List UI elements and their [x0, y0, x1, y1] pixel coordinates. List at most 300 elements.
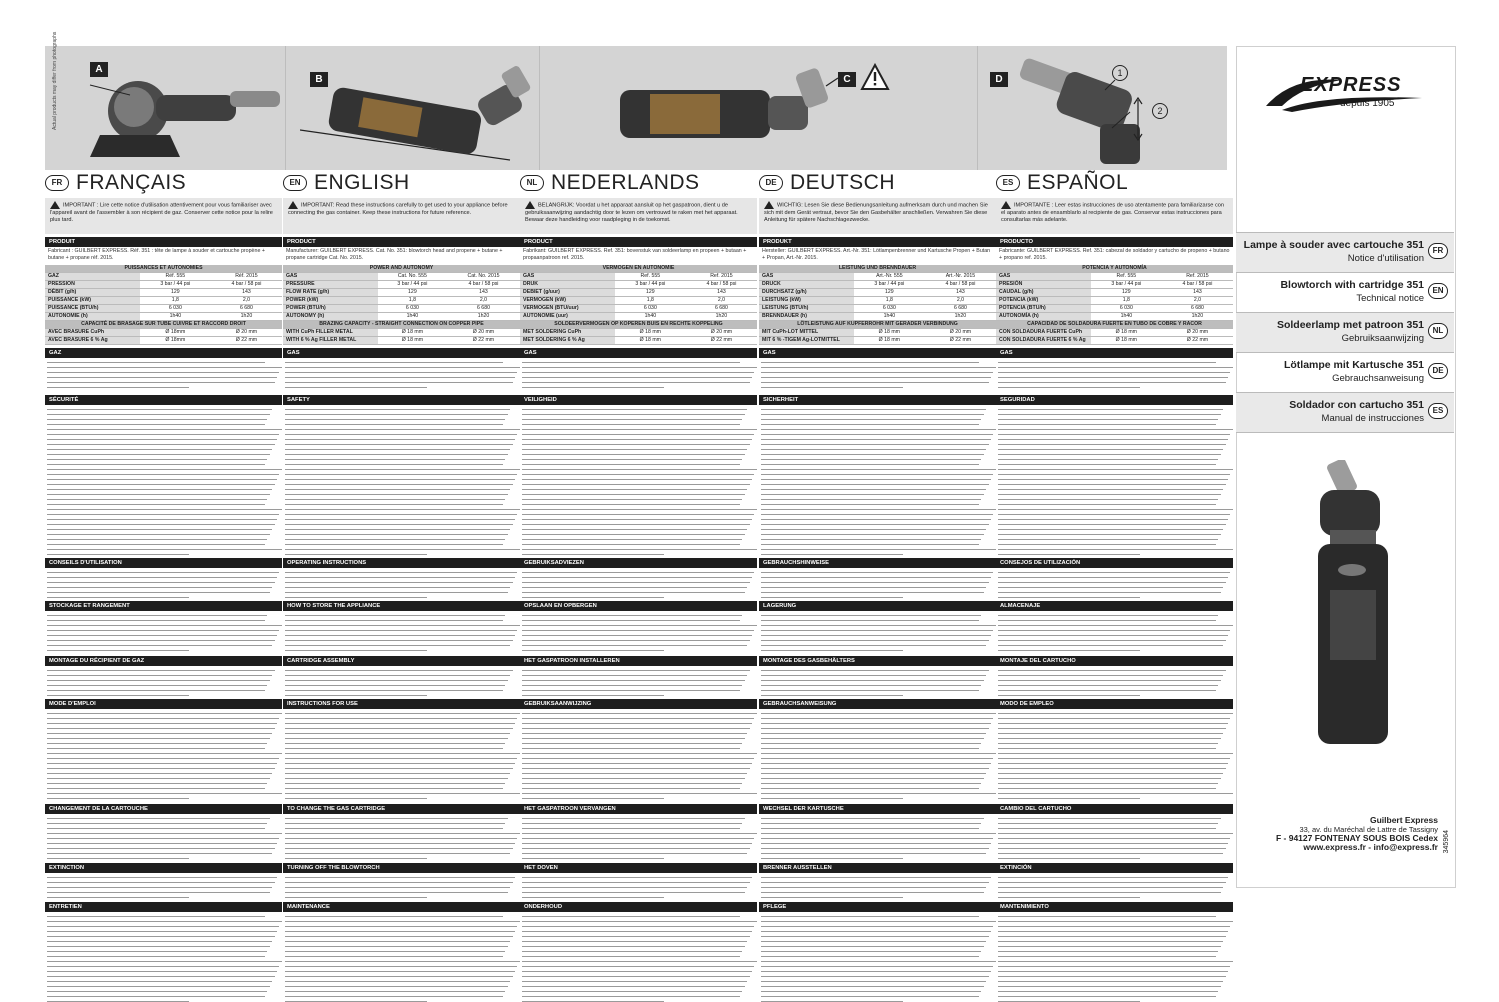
text-line: [522, 941, 747, 942]
text-line: [998, 758, 1230, 759]
text-line: [285, 690, 503, 691]
table-row: [996, 273, 1233, 281]
table-cell: POTENCIA (kW): [996, 297, 1091, 305]
text-line: [285, 479, 515, 480]
table-row: [520, 273, 757, 281]
text-line: [998, 858, 1140, 859]
table-cell: AVEC BRASURE 6 % Ag: [45, 337, 140, 345]
text-line: [285, 514, 517, 515]
table-cell: WITH 6 % Ag FILLER METAL: [283, 337, 378, 345]
text-line: [998, 625, 1233, 626]
text-line: [285, 738, 508, 739]
language-heading: [45, 168, 282, 198]
text-line: [998, 554, 1140, 555]
text-line: [522, 675, 747, 676]
text-line: [761, 976, 989, 977]
table-cell: Ø 20 mm: [211, 329, 282, 337]
table-header: VERMOGEN EN AUTONOMIE: [520, 265, 757, 273]
text-line: [285, 464, 503, 465]
section-heading: SÉCURITÉ: [45, 395, 282, 405]
text-line: [522, 439, 752, 440]
text-line: [47, 489, 272, 490]
text-line: [285, 941, 510, 942]
text-line: [285, 367, 520, 368]
text-line: [522, 592, 745, 593]
text-line: [761, 685, 981, 686]
language-name: ENGLISH: [314, 171, 410, 194]
text-line: [998, 424, 1216, 425]
text-line: [761, 961, 996, 962]
text-line: [998, 798, 1140, 799]
text-line: [47, 509, 282, 510]
text-line: [761, 424, 979, 425]
table-row: [283, 337, 520, 345]
section-body: [759, 568, 996, 598]
section-heading: GEBRUIKSADVIEZEN: [520, 558, 757, 568]
text-line: [761, 951, 981, 952]
section-heading: OPERATING INSTRUCTIONS: [283, 558, 520, 568]
text-line: [285, 544, 503, 545]
cover-title-de: [1236, 352, 1454, 392]
text-line: [761, 650, 903, 651]
text-line: [998, 519, 1228, 520]
text-line: [761, 372, 993, 373]
table-cell: 1,8: [854, 297, 925, 305]
table-cell: 1h40: [1091, 313, 1162, 321]
table-cell: 2,0: [211, 297, 282, 305]
text-line: [285, 519, 515, 520]
text-line: [522, 549, 757, 550]
table-cell: GAS: [283, 273, 378, 281]
text-line: [761, 434, 993, 435]
text-line: [47, 956, 265, 957]
table-cell: VERMOGEN (BTU/uur): [520, 305, 615, 313]
text-line: [761, 916, 979, 917]
text-line: [761, 892, 984, 893]
text-line: [285, 577, 515, 578]
section-heading: STOCKAGE ET RANGEMENT: [45, 601, 282, 611]
text-line: [998, 853, 1223, 854]
table-cell: Cat. No. 555: [378, 273, 447, 281]
table-cell: 129: [854, 289, 925, 297]
text-line: [522, 582, 750, 583]
text-line: [285, 434, 517, 435]
table-cell: 1h20: [925, 313, 996, 321]
text-line: [285, 597, 427, 598]
section-heading: GAS: [759, 348, 996, 358]
text-line: [522, 529, 747, 530]
text-line: [47, 372, 279, 373]
table-caption: LÖTLEISTUNG AUF KUPFERROHR MIT GERADER VERBINDUNG: [759, 321, 996, 329]
text-line: [285, 882, 513, 883]
section-heading: PRODUCT: [520, 237, 757, 247]
text-line: [47, 877, 277, 878]
cover-title: Blowtorch with cartridge 351: [1280, 279, 1424, 291]
table-cell: 4 bar / 58 psi: [1162, 281, 1233, 289]
text-line: [761, 996, 979, 997]
text-line: [522, 991, 742, 992]
power-table: [520, 265, 757, 345]
section-heading: GAS: [996, 348, 1233, 358]
text-line: [522, 572, 754, 573]
table-cell: 1h40: [615, 313, 686, 321]
warning-icon: [50, 201, 60, 209]
text-line: [522, 382, 750, 383]
table-cell: PRESSION: [45, 281, 140, 289]
language-column-es: [996, 168, 1233, 1002]
section-body: [45, 709, 282, 801]
text-line: [998, 577, 1228, 578]
section-body: [520, 814, 757, 860]
table-cell: Ref. 555: [615, 273, 686, 281]
text-line: [47, 387, 189, 388]
text-line: [761, 773, 986, 774]
text-line: [522, 625, 757, 626]
text-line: [522, 773, 747, 774]
text-line: [47, 931, 277, 932]
text-line: [285, 509, 520, 510]
text-line: [522, 986, 745, 987]
text-line: [998, 991, 1218, 992]
text-line: [998, 748, 1216, 749]
text-line: [522, 996, 740, 997]
table-cell: 143: [447, 289, 520, 297]
table-cell: 2,0: [686, 297, 757, 305]
text-line: [47, 582, 275, 583]
section-body: [520, 709, 757, 801]
important-text: IMPORTANTE : Leer estas instrucciones de uso atentamente para familiarizarse con el aparato antes de ensamblarlo al recipiente de gas. Conservar estas instrucciones para consultarlas más adelante.: [1001, 202, 1224, 223]
table-cell: MET SOLDERING 6 % Ag: [520, 337, 615, 345]
text-line: [761, 986, 984, 987]
text-line: [761, 454, 984, 455]
table-cell: 143: [686, 289, 757, 297]
section-heading: WECHSEL DER KARTUSCHE: [759, 804, 996, 814]
section-heading: TURNING OFF THE BLOWTORCH: [283, 863, 520, 873]
text-line: [761, 778, 984, 779]
text-line: [47, 592, 270, 593]
table-cell: MET SOLDERING CuPh: [520, 329, 615, 337]
text-line: [285, 858, 427, 859]
table-cell: Ref. 2015: [686, 273, 757, 281]
text-line: [285, 931, 515, 932]
text-line: [285, 582, 513, 583]
language-column-nl: [520, 168, 757, 1002]
table-cell: CAUDAL (g/h): [996, 289, 1091, 297]
step-c-label: C: [838, 72, 856, 87]
table-cell: 129: [378, 289, 447, 297]
text-line: [47, 897, 189, 898]
table-cell: 4 bar / 58 psi: [925, 281, 996, 289]
language-name: ESPAÑOL: [1027, 171, 1129, 194]
text-line: [47, 843, 277, 844]
text-line: [761, 592, 984, 593]
warning-icon: [1001, 201, 1011, 209]
contact-web: www.express.fr - info@express.fr: [1303, 842, 1438, 852]
table-cell: Ø 20 mm: [925, 329, 996, 337]
text-line: [998, 986, 1221, 987]
section-body: [283, 709, 520, 801]
text-line: [522, 690, 740, 691]
table-row: [996, 305, 1233, 313]
text-line: [998, 582, 1226, 583]
section-heading: PRODUKT: [759, 237, 996, 247]
text-line: [761, 367, 996, 368]
text-line: [998, 887, 1223, 888]
text-line: [998, 419, 1218, 420]
important-notice: [45, 198, 282, 234]
text-line: [761, 670, 989, 671]
table-cell: Ø 22 mm: [211, 337, 282, 345]
text-line: [285, 728, 513, 729]
table-cell: 6 030: [615, 305, 686, 313]
table-cell: 6 680: [447, 305, 520, 313]
text-line: [47, 788, 265, 789]
text-line: [998, 971, 1228, 972]
text-line: [47, 758, 279, 759]
text-line: [761, 793, 996, 794]
text-line: [761, 833, 996, 834]
section-heading: GAS: [283, 348, 520, 358]
table-cell: PRESSURE: [283, 281, 378, 289]
text-line: [47, 798, 189, 799]
text-line: [47, 853, 272, 854]
section-body: [996, 405, 1233, 555]
table-cell: 129: [140, 289, 211, 297]
text-line: [761, 941, 986, 942]
table-cell: 6 030: [854, 305, 925, 313]
text-line: [522, 449, 747, 450]
section-body: [520, 912, 757, 1002]
text-line: [522, 504, 740, 505]
text-line: [522, 738, 745, 739]
text-line: [998, 916, 1216, 917]
text-line: [285, 680, 508, 681]
text-line: [761, 733, 986, 734]
table-cell: CON SOLDADURA FUERTE 6 % Ag: [996, 337, 1091, 345]
text-line: [285, 474, 517, 475]
text-line: [998, 484, 1226, 485]
table-row: [45, 305, 282, 313]
product-text: Fabrikant: GUILBERT EXPRESS. Ref. 351: bovenstuk van soldeerlamp en propeen + butaan + propaanpatroon ref. 2015.: [523, 248, 747, 261]
text-line: [522, 469, 757, 470]
table-cell: MIT CuPh-LOT MITTEL: [759, 329, 854, 337]
text-line: [47, 848, 275, 849]
table-cell: AUTONOMY (h): [283, 313, 378, 321]
text-line: [522, 414, 745, 415]
table-cell: 1h20: [1162, 313, 1233, 321]
text-line: [47, 793, 282, 794]
text-line: [522, 597, 664, 598]
language-badge: NL: [520, 175, 544, 191]
table-row: [759, 329, 996, 337]
text-line: [285, 916, 503, 917]
text-line: [285, 539, 505, 540]
text-line: [998, 966, 1230, 967]
text-line: [522, 695, 664, 696]
table-cell: GAZ: [45, 273, 140, 281]
cover-title-en: [1236, 272, 1454, 312]
table-cell: Ø 22 mm: [925, 337, 996, 345]
text-line: [522, 367, 757, 368]
warning-icon: [860, 63, 890, 91]
text-line: [47, 981, 272, 982]
callout-1: 1: [1112, 65, 1128, 81]
text-line: [285, 887, 510, 888]
table-cell: AUTONOMÍA (h): [996, 313, 1091, 321]
text-line: [998, 675, 1223, 676]
text-line: [522, 951, 742, 952]
text-line: [998, 382, 1226, 383]
text-line: [522, 946, 745, 947]
torch-head-a-illustration: [60, 55, 290, 165]
table-cell: 1h20: [686, 313, 757, 321]
text-line: [47, 966, 279, 967]
manufacturer-address: [1236, 816, 1438, 852]
power-table: [759, 265, 996, 345]
text-line: [998, 695, 1140, 696]
table-cell: AUTONOMIE (h): [45, 313, 140, 321]
text-line: [998, 680, 1221, 681]
table-cell: 3 bar / 44 psi: [854, 281, 925, 289]
text-line: [47, 382, 275, 383]
text-line: [285, 986, 508, 987]
section-body: [283, 873, 520, 899]
text-line: [998, 951, 1218, 952]
text-line: [522, 926, 754, 927]
text-line: [285, 991, 505, 992]
text-line: [761, 469, 996, 470]
text-line: [998, 362, 1216, 363]
table-cell: 129: [615, 289, 686, 297]
language-badge: ES: [996, 175, 1020, 191]
text-line: [761, 971, 991, 972]
text-line: [998, 897, 1140, 898]
table-cell: Ø 20 mm: [447, 329, 520, 337]
text-line: [522, 718, 754, 719]
address-line-1: 33, av. du Maréchal de Lattre de Tassigny: [1299, 825, 1438, 834]
text-line: [761, 882, 989, 883]
text-line: [285, 853, 510, 854]
text-line: [998, 877, 1228, 878]
text-line: [761, 534, 984, 535]
text-line: [522, 921, 757, 922]
table-row: [283, 329, 520, 337]
text-line: [998, 449, 1223, 450]
text-line: [285, 793, 520, 794]
text-line: [761, 489, 986, 490]
callout-2: 2: [1152, 103, 1168, 119]
section-body: [283, 814, 520, 860]
text-line: [761, 577, 991, 578]
section-heading: HET GASPATROON VERVANGEN: [520, 804, 757, 814]
table-row: [996, 289, 1233, 297]
table-cell: 4 bar / 58 psi: [447, 281, 520, 289]
important-notice: [283, 198, 520, 234]
section-body: [283, 358, 520, 392]
text-line: [47, 951, 267, 952]
cover-title: Lötlampe mit Kartusche 351: [1283, 359, 1424, 371]
text-line: [285, 489, 510, 490]
table-cell: Ref. 2015: [1162, 273, 1233, 281]
text-line: [522, 362, 740, 363]
text-line: [761, 615, 981, 616]
section-heading: MONTAJE DEL CARTUCHO: [996, 656, 1233, 666]
brand-tagline: depuis 1905: [1340, 98, 1395, 109]
text-line: [998, 961, 1233, 962]
text-line: [47, 887, 272, 888]
table-cell: GAS: [759, 273, 854, 281]
text-line: [522, 454, 745, 455]
section-body: [283, 912, 520, 1002]
text-line: [47, 926, 279, 927]
text-line: [998, 670, 1226, 671]
text-line: [285, 981, 510, 982]
table-row: [45, 281, 282, 289]
section-heading: GAZ: [45, 348, 282, 358]
table-cell: LEISTUNG (BTU/h): [759, 305, 854, 313]
language-heading: [520, 168, 757, 198]
section-body: [45, 568, 282, 598]
table-cell: 1,8: [1091, 297, 1162, 305]
text-line: [285, 926, 517, 927]
text-line: [47, 414, 270, 415]
table-header: POTENCIA Y AUTONOMÍA: [996, 265, 1233, 273]
text-line: [522, 713, 757, 714]
text-line: [47, 529, 272, 530]
text-line: [522, 509, 757, 510]
text-line: [761, 620, 979, 621]
text-line: [47, 823, 267, 824]
text-line: [761, 690, 979, 691]
text-line: [761, 549, 996, 550]
table-cell: DURCHSATZ (g/h): [759, 289, 854, 297]
language-badge: NL: [1428, 323, 1448, 339]
table-cell: Ø 18mm: [140, 337, 211, 345]
section-body: [996, 814, 1233, 860]
text-line: [47, 675, 272, 676]
text-line: [47, 514, 279, 515]
text-line: [285, 387, 427, 388]
text-line: [47, 723, 277, 724]
text-line: [998, 838, 1230, 839]
text-line: [761, 768, 989, 769]
text-line: [47, 728, 275, 729]
text-line: [285, 798, 427, 799]
text-line: [761, 544, 979, 545]
cover-title-nl: [1236, 312, 1454, 352]
table-cell: MIT 6 % -TIGEM Ag-LOTMITTEL: [759, 337, 854, 345]
text-line: [285, 529, 510, 530]
text-line: [998, 454, 1221, 455]
text-line: [998, 738, 1221, 739]
text-line: [47, 645, 272, 646]
text-line: [761, 519, 991, 520]
section-body: [283, 611, 520, 653]
language-badge: FR: [45, 175, 69, 191]
text-line: [47, 838, 279, 839]
text-line: [47, 941, 272, 942]
table-caption: SOLDEERVERMOGEN OP KOPEREN BUIS EN RECHTE KOPPELING: [520, 321, 757, 329]
text-line: [285, 454, 508, 455]
text-line: [998, 630, 1230, 631]
table-row: [520, 305, 757, 313]
text-line: [285, 961, 520, 962]
text-line: [47, 640, 275, 641]
text-line: [285, 971, 515, 972]
text-line: [998, 728, 1226, 729]
text-line: [998, 768, 1226, 769]
table-row: [283, 313, 520, 321]
